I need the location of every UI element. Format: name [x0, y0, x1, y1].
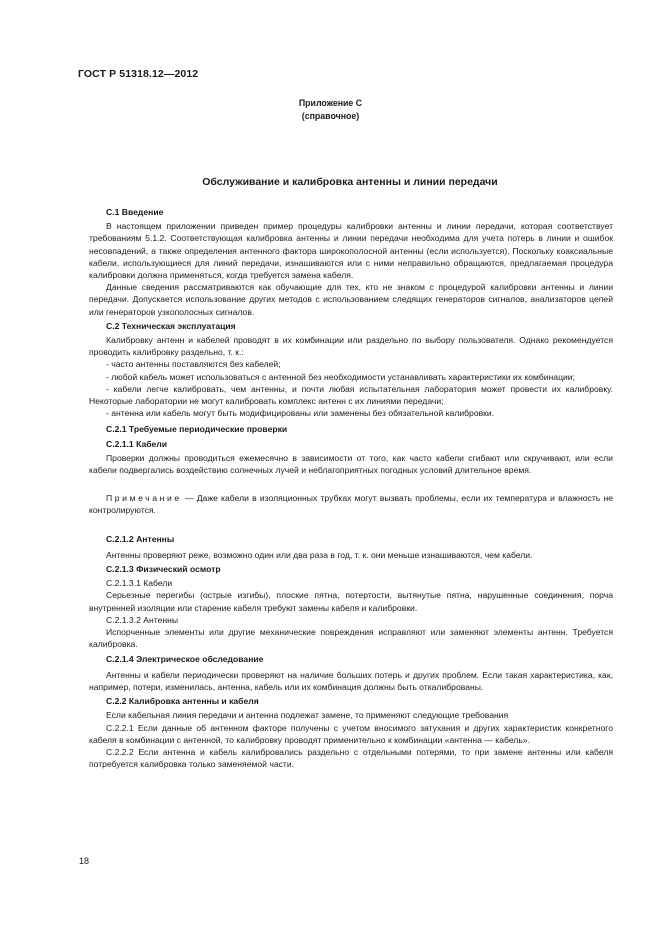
list-item: - часто антенны поставляются без кабелей; — [106, 359, 281, 370]
paragraph: Антенны и кабели периодически проверяют на наличие больших потерь и других проблем. Если такая характеристика, как, например, потери, изменилась, антенна, кабель или их комбинация должны быть откалиброваны. — [89, 669, 613, 692]
section-heading: С.1 Введение — [106, 207, 164, 217]
document-body — [89, 206, 613, 770]
list-item: - кабели легче калибровать, чем антенны, и почти любая испытательная лаборатория может провести их калибровку. Некоторые лаборатории не могут калибровать комплекс антенн с их линиями передачи; — [89, 383, 613, 407]
document-title: Обслуживание и калибровка антенны и линии передачи — [202, 176, 498, 188]
note-text: — Даже кабели в изоляционных трубках могут вызвать проблемы, если их температура и влажность не контролируются. — [89, 493, 613, 516]
paragraph: Данные сведения рассматриваются как обучающие для тех, кто не знаком с процедурой калибровки антенны и линии передачи. Допускается использование других методов с использованием следящих генераторов сигналов, анализаторов цепей или генераторов узкополосных сигналов. — [89, 282, 613, 317]
note-label: Примечание — [106, 493, 182, 504]
paragraph: Проверки должны проводиться ежемесячно в зависимости от того, как часто кабели сгибают или скручивают, или если кабели подвергались воздействию солнечных лучей и неблагоприятных погодных условий длительное время. — [89, 452, 613, 476]
paragraph: С.2.2.2 Если антенна и кабель калибровались раздельно с отдельными потерями, то при замене антенны или кабеля потребуется калибровка только заменяемой части. — [89, 746, 613, 770]
note — [89, 492, 613, 516]
subsection-heading: С.2.1.4 Электрическое обследование — [106, 653, 264, 664]
page-number: 18 — [79, 856, 90, 866]
paragraph: Если кабельная линия передачи и антенна подлежат замене, то применяют следующие требования — [106, 710, 509, 721]
paragraph: В настоящем приложении приведен пример процедуры калибровки антенны и линии передачи, которая соответствует требованиям 5.1.2. Соответствующая калибровка антенны и линии передачи необходима для учета потерь в линии и ошибок несовпадений, а также определения антенного фактора широкополосной антенны (если используется). Поскольку коаксиальные кабели, использующиеся для линий передачи, изнашиваются или с ними неправильно обращаются, предлагаемая процедура калибровки должна применяться, когда требуется замена кабеля. — [89, 221, 613, 281]
subsection-heading: С.2.1.3.1 Кабели — [106, 578, 173, 589]
annex-title: Приложение С — [298, 98, 363, 108]
standard-designation: ГОСТ Р 51318.12—2012 — [78, 68, 199, 80]
subsection-heading: С.2.1.1 Кабели — [106, 438, 168, 449]
paragraph: Калибровку антенн и кабелей проводят в их комбинации или раздельно по выбору пользователя. Однако рекомендуется проводить калибровку раздельно, т. к.: — [89, 335, 613, 358]
subsection-heading: С.2.1.3.2 Антенны — [106, 614, 179, 625]
subsection-heading: С.2.1.2 Антенны — [106, 533, 175, 544]
section-heading: С.2 Техническая эксплуатация — [106, 320, 236, 331]
list-item: - антенна или кабель могут быть модифицированы или заменены без обязательной калибровки. — [106, 408, 495, 419]
list-item: - любой кабель может использоваться с антенной без необходимости устанавливать характеристики их комбинации; — [106, 371, 575, 382]
annex-status: (справочное) — [301, 111, 360, 121]
paragraph: Антенны проверяют реже, возможно один или два раза в год, т. к. они меньше изнашиваются, чем кабели. — [106, 549, 533, 560]
paragraph: С.2.2.1 Если данные об антенном факторе получены с учетом вносимого затухания и других характеристик конкретного кабеля в комбинации с антенной, то калибровку проводят применительно к комбинации «антенна — кабель». — [89, 722, 613, 745]
section-heading: С.2.1 Требуемые периодические проверки — [106, 424, 288, 435]
section-heading: С.2.2 Калибровка антенны и кабеля — [106, 696, 259, 707]
subsection-heading: С.2.1.3 Физический осмотр — [106, 564, 221, 575]
paragraph: Испорченные элементы или другие механические повреждения исправляют или заменяют элементы антенн. Требуется калибровка. — [89, 627, 613, 650]
paragraph: Серьезные перегибы (острые изгибы), плоские пятна, потертости, вытянутые пятна, нарушенные соединения, порча внутренней изоляции или старение кабеля требуют замены кабеля и калибровки. — [89, 590, 613, 613]
